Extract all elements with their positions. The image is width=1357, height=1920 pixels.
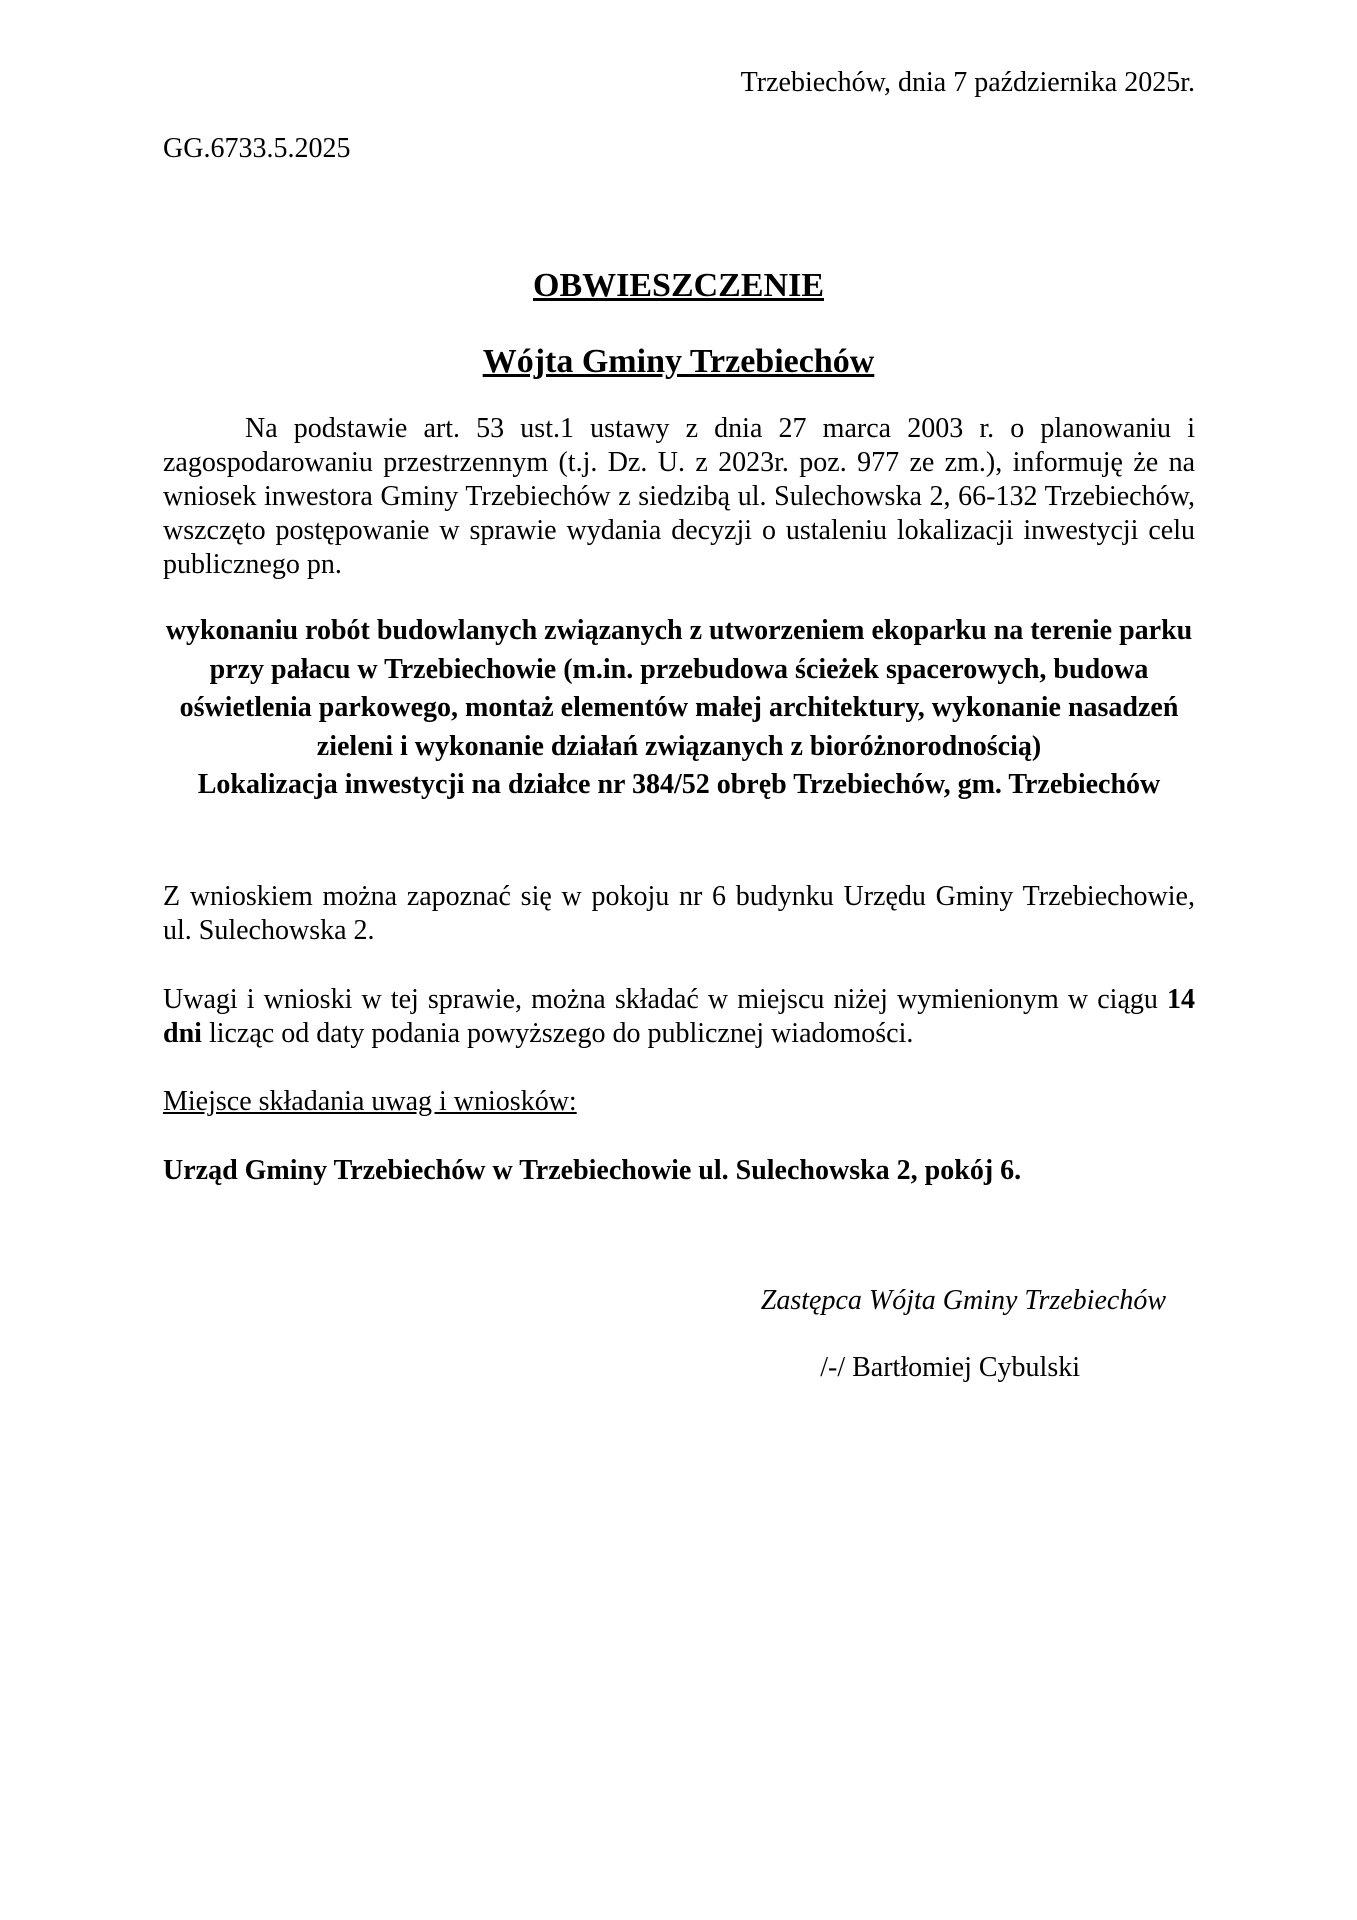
uwagi-text-after: licząc od daty podania powyższego do publicznej wiadomości. (201, 1018, 914, 1049)
uwagi-text-before: Uwagi i wnioski w tej sprawie, można składać w miejscu niżej wymienionym w ciągu (163, 984, 1167, 1015)
investment-description: wykonaniu robót budowlanych związanych z utworzeniem ekoparku na terenie parku przy pałacu w Trzebiechowie (m.in. przebudowa ścieżek spacerowych, budowa oświetlenia parkowego, montaż elementów małej architektury, wykonanie nasadzeń zieleni i wykonanie działań związanych z bioróżnorodnością) (165, 615, 1193, 762)
document-subtitle: Wójta Gminy Trzebiechów (482, 343, 875, 380)
signature-role: Zastępca Wójta Gminy Trzebiechów (760, 1285, 1166, 1316)
miejsce-label: Miejsce składania uwag i wniosków: (163, 1086, 577, 1117)
document-title: OBWIESZCZENIE (533, 267, 824, 304)
uwagi-paragraph (163, 983, 1195, 1051)
investment-location: Lokalizacja inwestycji na działce nr 384/52 obręb Trzebiechów, gm. Trzebiechów (197, 769, 1161, 800)
investment-block (163, 612, 1195, 805)
wniosek-paragraph: Z wnioskiem można zapoznać się w pokoju nr 6 budynku Urzędu Gminy Trzebiechowie, ul. Sulechowska 2. (163, 881, 1195, 946)
intro-paragraph: Na podstawie art. 53 ust.1 ustawy z dnia 27 marca 2003 r. o planowaniu i zagospodarowaniu przestrzennym (t.j. Dz. U. z 2023r. poz. 977 ze zm.), informuję że na wniosek inwestora Gminy Trzebiechów z siedzibą ul. Sulechowska 2, 66-132 Trzebiechów, wszczęto postępowanie w sprawie wydania decyzji o ustaleniu lokalizacji inwestycji celu publicznego pn. (163, 413, 1195, 580)
reference-number: GG.6733.5.2025 (163, 133, 351, 164)
uwagi-deadline: 14 dni (163, 984, 1195, 1049)
miejsce-value: Urząd Gminy Trzebiechów w Trzebiechowie ul. Sulechowska 2, pokój 6. (163, 1155, 1022, 1186)
date-line: Trzebiechów, dnia 7 października 2025r. (740, 67, 1195, 98)
signature-name: /-/ Bartłomiej Cybulski (820, 1352, 1080, 1383)
